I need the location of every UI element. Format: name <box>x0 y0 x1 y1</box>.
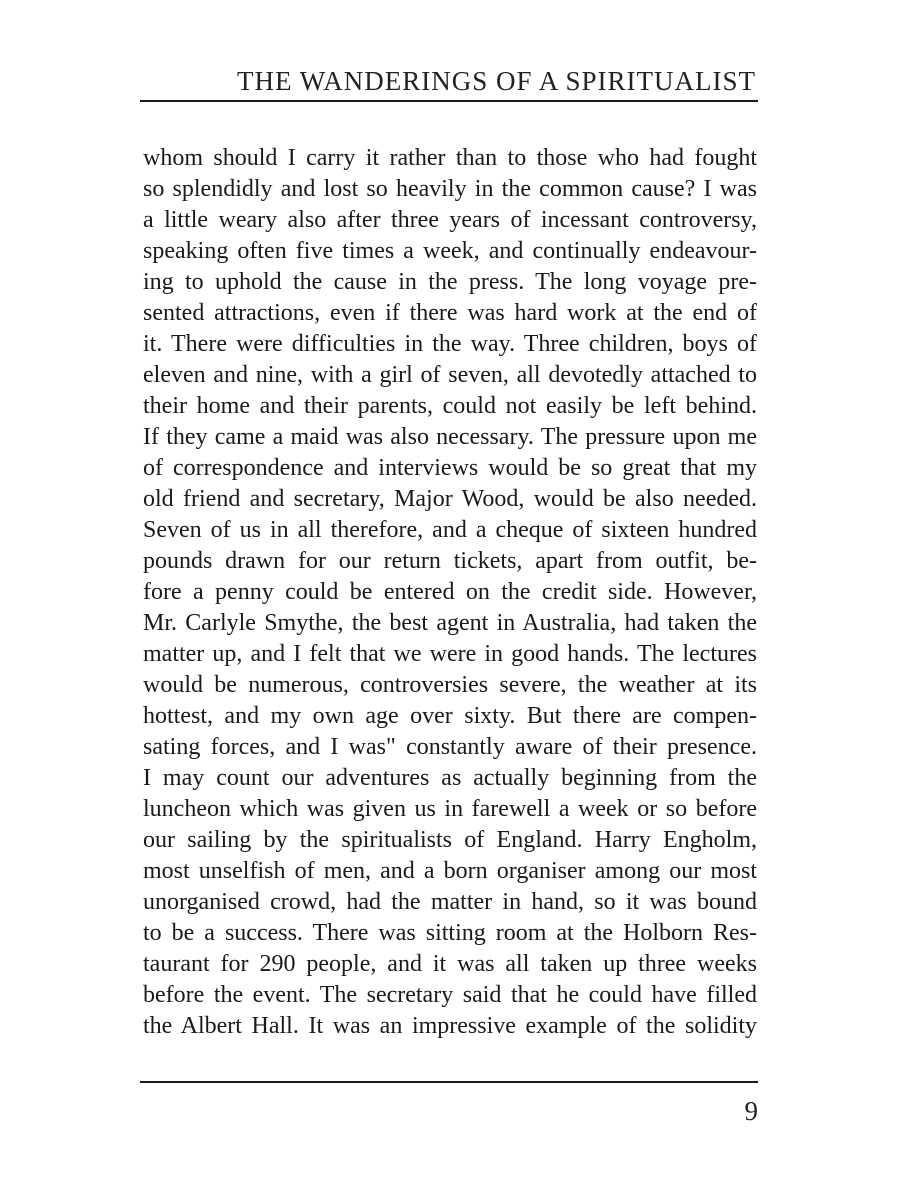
header-rule <box>140 100 758 102</box>
text-line: would be numerous, controversies severe, the weather at its <box>143 672 757 698</box>
text-line: hottest, and my own age over sixty. But there are compen- <box>143 703 757 729</box>
text-line: fore a penny could be entered on the credit side. However, <box>143 579 757 605</box>
text-line: of correspondence and interviews would be so great that my <box>143 455 757 481</box>
text-line: ing to uphold the cause in the press. The long voyage pre- <box>143 269 757 295</box>
page-number: 9 <box>744 1096 758 1126</box>
footer-rule <box>140 1081 758 1083</box>
text-line: their home and their parents, could not easily be left behind. <box>143 393 757 419</box>
text-line: a little weary also after three years of incessant controversy, <box>143 207 757 233</box>
text-line: the Albert Hall. It was an impressive example of the solidity <box>143 1013 757 1039</box>
text-line: Seven of us in all therefore, and a cheque of sixteen hundred <box>143 517 757 543</box>
text-line: old friend and secretary, Major Wood, would be also needed. <box>143 486 757 512</box>
text-line: pounds drawn for our return tickets, apart from outfit, be- <box>143 548 757 574</box>
text-line: our sailing by the spiritualists of England. Harry Engholm, <box>143 827 757 853</box>
text-line: eleven and nine, with a girl of seven, all devotedly attached to <box>143 362 757 388</box>
text-line: whom should I carry it rather than to those who had fought <box>143 145 757 171</box>
text-line: Mr. Carlyle Smythe, the best agent in Australia, had taken the <box>143 610 757 636</box>
text-line: sented attractions, even if there was hard work at the end of <box>143 300 757 326</box>
text-line: to be a success. There was sitting room at the Holborn Res- <box>143 920 757 946</box>
text-line: matter up, and I felt that we were in good hands. The lectures <box>143 641 757 667</box>
text-line: luncheon which was given us in farewell a week or so before <box>143 796 757 822</box>
text-line: most unselfish of men, and a born organiser among our most <box>143 858 757 884</box>
text-line: sating forces, and I was" constantly aware of their presence. <box>143 734 757 760</box>
text-line: I may count our adventures as actually beginning from the <box>143 765 757 791</box>
text-line: it. There were difficulties in the way. Three children, boys of <box>143 331 757 357</box>
text-line: speaking often five times a week, and continually endeavour- <box>143 238 757 264</box>
text-line: unorganised crowd, had the matter in hand, so it was bound <box>143 889 757 915</box>
text-line: before the event. The secretary said that he could have filled <box>143 982 757 1008</box>
text-line: taurant for 290 people, and it was all taken up three weeks <box>143 951 757 977</box>
running-head-title: THE WANDERINGS OF A SPIRITUALIST <box>236 66 756 96</box>
body-text <box>143 143 757 1042</box>
text-line: so splendidly and lost so heavily in the common cause? I was <box>143 176 757 202</box>
text-line: If they came a maid was also necessary. The pressure upon me <box>143 424 757 450</box>
